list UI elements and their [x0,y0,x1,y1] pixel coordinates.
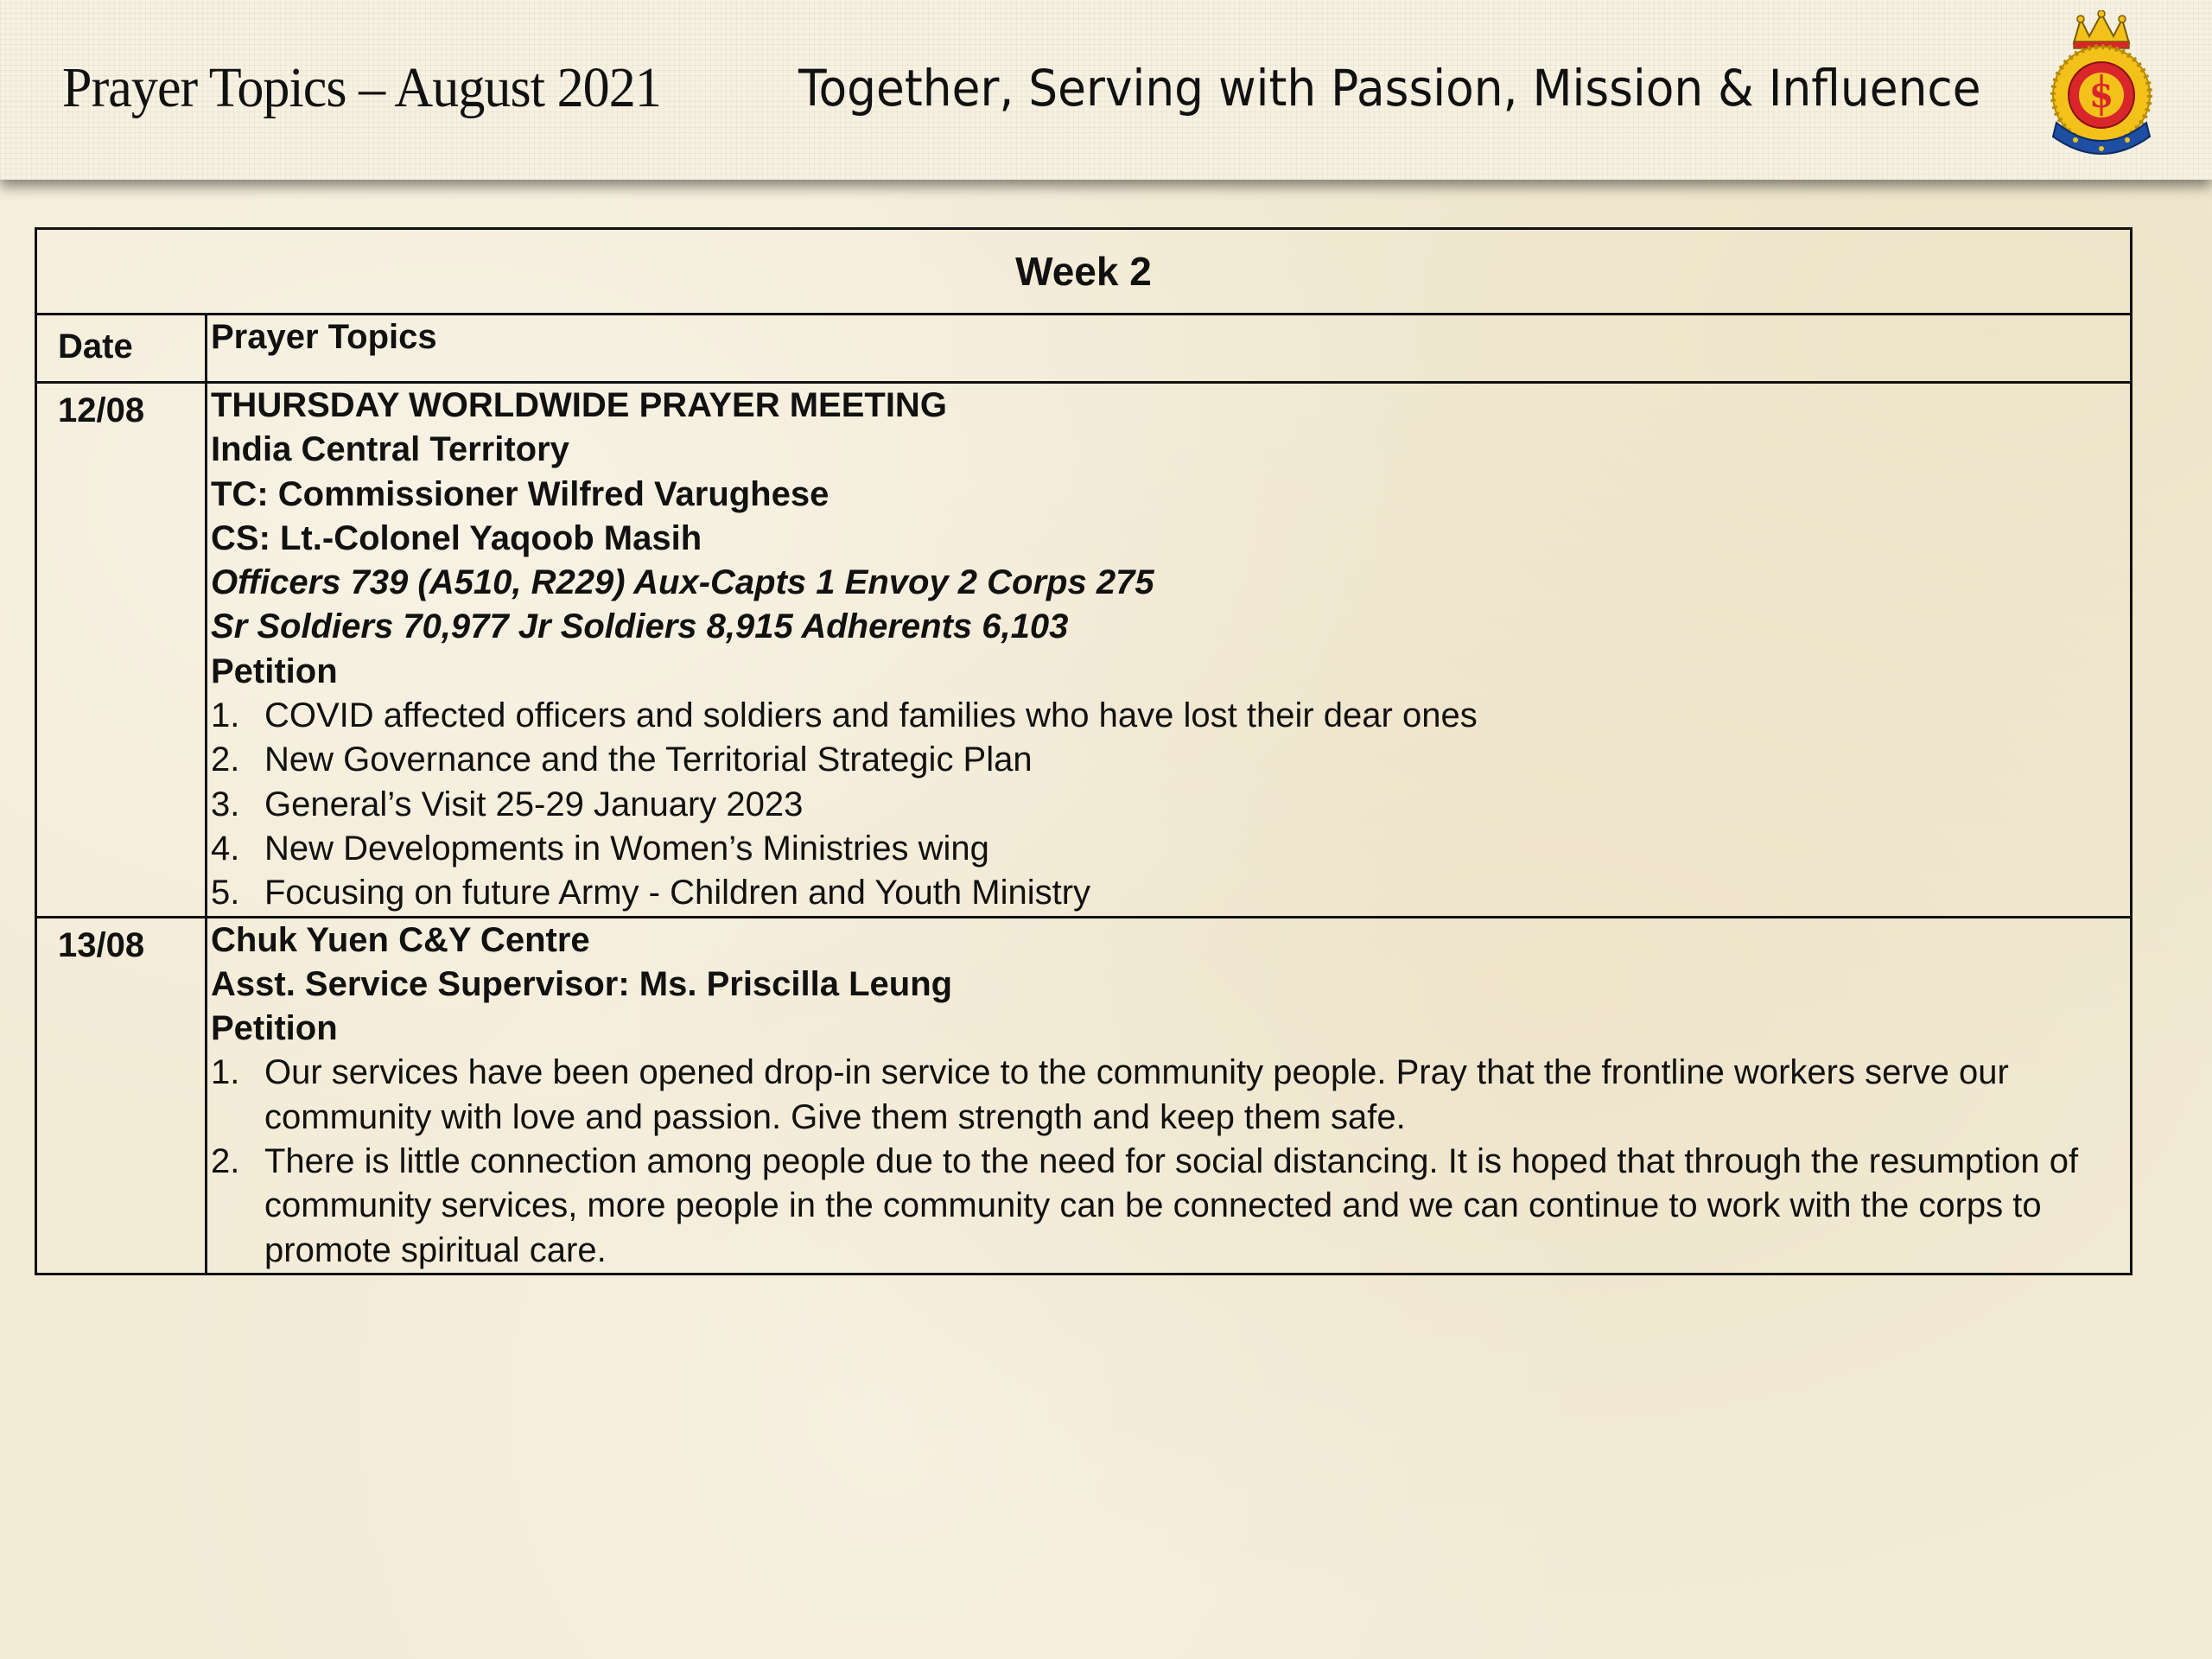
petition-list [211,1051,2125,1272]
date-column-header: Date [37,315,207,381]
chief-secretary: CS: Lt.-Colonel Yaqoob Masih [211,518,702,557]
list-item: 1. Our services have been opened drop-in service to the community people. Pray that the frontline workers serve our community with love and passion. Give them strength and keep them safe. [211,1053,2009,1136]
territorial-commander: TC: Commissioner Wilfred Varughese [211,474,830,513]
row-date: 12/08 [37,384,207,916]
row-topics [207,384,2130,916]
table-header-row [37,315,2130,384]
row-date: 13/08 [37,918,207,1273]
motto-text: Together, Serving with Passion, Mission & Influence [798,59,1981,118]
list-item: 5. Focusing on future Army - Children and Youth Ministry [211,874,1091,912]
list-item: 4. New Developments in Women’s Ministries wing [211,829,989,868]
list-item: 1. COVID affected officers and soldiers and families who have lost their dear ones [211,696,1478,735]
row-topics [207,918,2130,1273]
prayer-topics-table [35,227,2133,1275]
petition-label: Petition [211,652,338,690]
territory-name: India Central Territory [211,430,569,469]
supervisor-name: Asst. Service Supervisor: Ms. Priscilla Leung [211,964,953,1003]
header-band [0,0,2212,180]
list-item: 3. General’s Visit 25-29 January 2023 [211,785,804,823]
topics-column-header: Prayer Topics [211,318,437,356]
week-heading: Week 2 [37,230,2130,315]
meeting-title: THURSDAY WORLDWIDE PRAYER MEETING [211,386,947,424]
page-title: Prayer Topics – August 2021 [62,56,661,119]
soldier-stats: Sr Soldiers 70,977 Jr Soldiers 8,915 Adherents 6,103 [211,607,1069,646]
list-item: 2. There is little connection among people due to the need for social distancing. It is hoped that through the resumption of community services, more people in the community can be connected and we can continue to work with the corps to promote spiritual care. [211,1142,2079,1269]
table-row [37,918,2130,1273]
svg-text:S: S [2090,79,2113,115]
table-row [37,384,2130,918]
centre-name: Chuk Yuen C&Y Centre [211,920,590,959]
list-item: 2. New Governance and the Territorial Strategic Plan [211,741,1033,779]
petition-list [211,694,2125,915]
officer-stats: Officers 739 (A510, R229) Aux-Capts 1 Envoy 2 Corps 275 [211,563,1154,602]
petition-label: Petition [211,1009,338,1048]
crown-icon [2074,10,2129,48]
salvation-army-crest-icon [2041,10,2162,162]
